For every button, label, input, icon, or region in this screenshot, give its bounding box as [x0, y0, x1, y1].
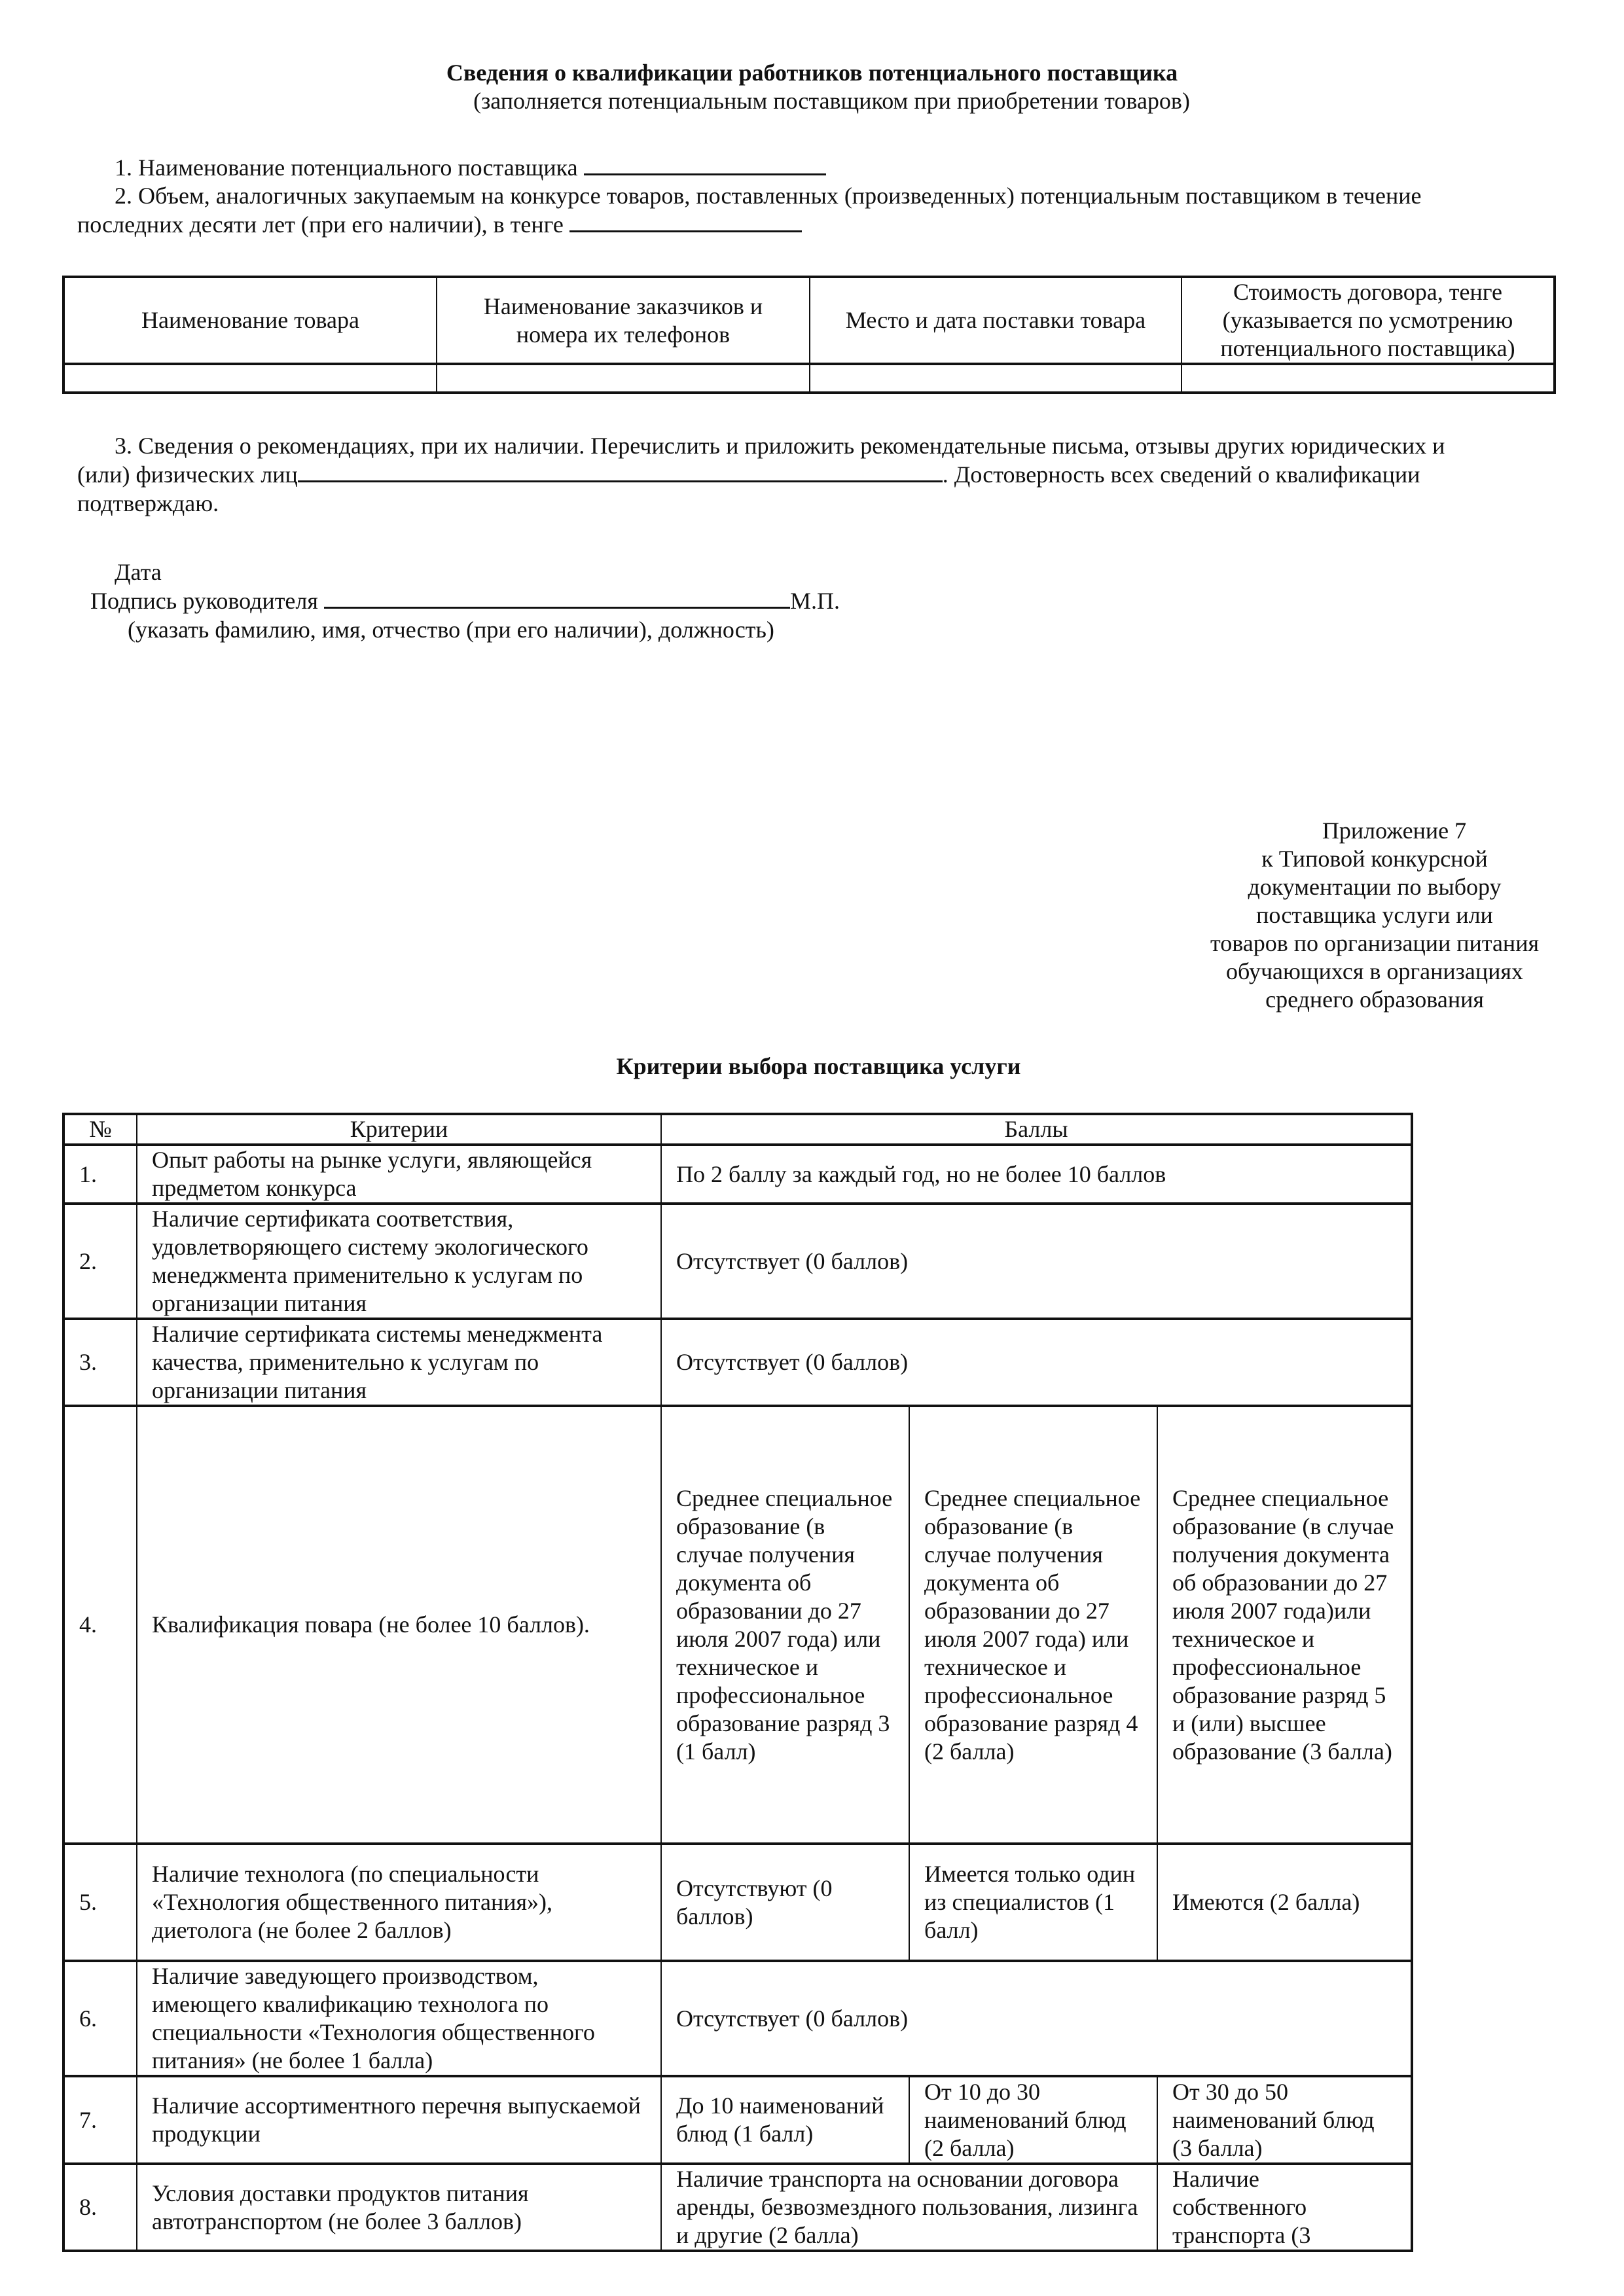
row-points-option-2: Имеется только один из специалистов (1 балл) [909, 1844, 1157, 1961]
item-3-line-1: 3. Сведения о рекомендациях, при их наличии. Перечислить и приложить рекомендательные письма, отзывы других юридических и [115, 433, 1445, 459]
signature-line [90, 587, 840, 615]
row-points-option-2: Наличие собственного транспорта (3 [1157, 2164, 1412, 2251]
row-points: Отсутствует (0 баллов) [661, 1961, 1412, 2076]
item-3-line-2 [77, 461, 1420, 489]
item-2-label: последних десяти лет (при его наличии), в тенге [77, 211, 564, 238]
cell-place-date[interactable] [810, 364, 1182, 393]
row-number: 4. [63, 1406, 137, 1844]
table-row [63, 1406, 1412, 1844]
item-3-line-3: подтверждаю. [77, 490, 219, 516]
signature-hint: (указать фамилию, имя, отчество (при его наличии), должность) [128, 617, 774, 643]
table-row [63, 1844, 1412, 1961]
table-row [63, 2076, 1412, 2164]
table-row [63, 364, 1555, 393]
row-points: Отсутствует (0 баллов) [661, 1204, 1412, 1319]
row-points-option-1: Отсутствуют (0 баллов) [661, 1844, 909, 1961]
row-number: 6. [63, 1961, 137, 2076]
form-subtitle: (заполняется потенциальным поставщиком при приобретении товаров) [473, 88, 1190, 114]
cell-customers[interactable] [437, 364, 810, 393]
row-points-option-3: От 30 до 50 наименований блюд (3 балла) [1157, 2076, 1412, 2164]
criteria-title: Критерии выбора поставщика услуги [616, 1053, 1021, 1079]
row-number: 2. [63, 1204, 137, 1319]
col-points: Баллы [661, 1114, 1412, 1145]
col-place-date: Место и дата поставки товара [810, 277, 1182, 364]
col-number: № [63, 1114, 137, 1145]
row-number: 5. [63, 1844, 137, 1961]
recommendations-field[interactable] [298, 461, 943, 482]
form-title: Сведения о квалификации работников потенциального поставщика [446, 60, 1178, 86]
row-criterion: Наличие технолога (по специальности «Технология общественного питания»), диетолога (не более 2 баллов) [137, 1844, 661, 1961]
table-row [63, 1961, 1412, 2076]
row-number: 7. [63, 2076, 137, 2164]
table-row [63, 2164, 1412, 2251]
appendix-line: Приложение 7 [1322, 817, 1467, 844]
stamp-label: М.П. [789, 588, 840, 614]
supply-table [62, 276, 1556, 394]
item-2-line-1: 2. Объем, аналогичных закупаемым на конкурсе товаров, поставленных (произведенных) потенциальным поставщиком в течение [115, 183, 1422, 209]
item-2-line-2 [77, 211, 802, 239]
item-3-tail: . Достоверность всех сведений о квалификации [942, 461, 1420, 488]
table-row [63, 1145, 1412, 1204]
appendix-line: товаров по организации питания [1210, 930, 1540, 956]
appendix-line: обучающихся в организациях [1226, 958, 1523, 984]
criteria-table [62, 1113, 1413, 2252]
row-criterion: Наличие ассортиментного перечня выпускаемой продукции [137, 2076, 661, 2164]
row-criterion: Опыт работы на рынке услуги, являющейся предметом конкурса [137, 1145, 661, 1204]
row-points: По 2 баллу за каждый год, но не более 10 баллов [661, 1145, 1412, 1204]
col-customers: Наименование заказчиков и номера их телефонов [437, 277, 810, 364]
row-points-option-2: Среднее специальное образование (в случае получения документа об образовании до 27 июля 2007 года) или техническое и профессиональное образование разряд 4 (2 балла) [909, 1406, 1157, 1844]
col-goods-name: Наименование товара [63, 277, 437, 364]
row-criterion: Наличие сертификата системы менеджмента качества, применительно к услугам по организации питания [137, 1319, 661, 1406]
table-row [63, 1204, 1412, 1319]
row-points-option-1: До 10 наименований блюд (1 балл) [661, 2076, 909, 2164]
cell-contract-cost[interactable] [1182, 364, 1555, 393]
row-points-option-1: Среднее специальное образование (в случае получения документа об образовании до 27 июля 2007 года) или техническое и профессиональное образование разряд 3 (1 балл) [661, 1406, 909, 1844]
row-points-option-3: Имеются (2 балла) [1157, 1844, 1412, 1961]
appendix-block [1178, 817, 1571, 1014]
supplier-name-field[interactable] [584, 154, 826, 175]
supply-table-header [63, 277, 1555, 364]
item-3-label: (или) физических лиц [77, 461, 298, 488]
volume-tenge-field[interactable] [569, 211, 802, 232]
cell-goods-name[interactable] [63, 364, 437, 393]
item-1 [115, 154, 826, 182]
row-number: 8. [63, 2164, 137, 2251]
date-label: Дата [115, 559, 162, 585]
row-criterion: Квалификация повара (не более 10 баллов). [137, 1406, 661, 1844]
row-criterion: Наличие сертификата соответствия, удовлетворяющего систему экологического менеджмента применительно к услугам по организации питания [137, 1204, 661, 1319]
appendix-line: документации по выбору [1248, 874, 1502, 900]
criteria-header [63, 1114, 1412, 1145]
col-criteria: Критерии [137, 1114, 661, 1145]
row-points-option-1: Наличие транспорта на основании договора аренды, безвозмездного пользования, лизинга и другие (2 балла) [661, 2164, 1157, 2251]
col-contract-cost: Стоимость договора, тенге (указывается по усмотрению потенциального поставщика) [1182, 277, 1555, 364]
item-1-label: 1. Наименование потенциального поставщика [115, 154, 578, 181]
row-criterion: Условия доставки продуктов питания автотранспортом (не более 3 баллов) [137, 2164, 661, 2251]
signature-field[interactable] [324, 587, 790, 609]
row-number: 1. [63, 1145, 137, 1204]
row-points-option-2: От 10 до 30 наименований блюд (2 балла) [909, 2076, 1157, 2164]
appendix-line: среднего образования [1265, 986, 1484, 1013]
signature-label: Подпись руководителя [90, 588, 318, 614]
appendix-line: к Типовой конкурсной [1261, 846, 1488, 872]
row-number: 3. [63, 1319, 137, 1406]
row-points-option-3: Среднее специальное образование (в случае получения документа об образовании до 27 июля 2007 года)или техническое и профессиональное образование разряд 5 и (или) высшее образование (3 балла) [1157, 1406, 1412, 1844]
table-row [63, 1319, 1412, 1406]
row-criterion: Наличие заведующего производством, имеющего квалификацию технолога по специальности «Технология общественного питания» (не более 1 балла) [137, 1961, 661, 2076]
row-points: Отсутствует (0 баллов) [661, 1319, 1412, 1406]
appendix-line: поставщика услуги или [1256, 902, 1493, 928]
